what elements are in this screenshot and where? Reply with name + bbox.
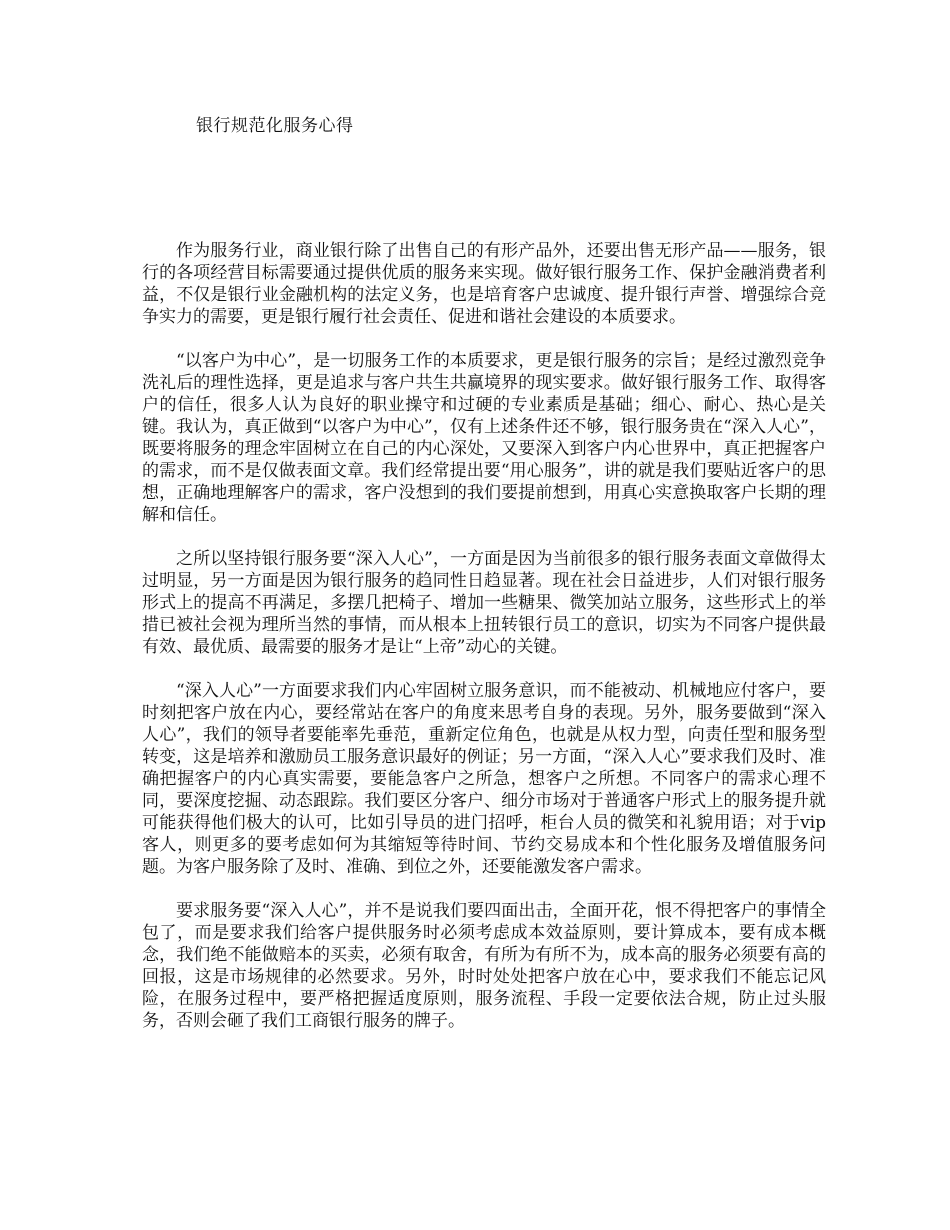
document-title: 银行规范化服务心得 [196, 116, 354, 136]
paragraph-5: 要求服务要“深入人心”，并不是说我们要四面出击，全面开花，恨不得把客户的事情全包了，而是要求我们给客户提供服务时必须考虑成本效益原则，要计算成本，要有成本概念，我们绝不能做赔本的买卖，必须有取舍，有所为有所不为，成本高的服务必须要有高的回报，这是市场规律的必然要求。另外，时时处处把客户放在心中，要求我们不能忘记风险，在服务过程中，要严格把握适度原则，服务流程、手段一定要依法合规，防止过头服务，否则会砸了我们工商银行服务的牌子。 [142, 901, 826, 1031]
paragraph-3: 之所以坚持银行服务要“深入人心”，一方面是因为当前很多的银行服务表面文章做得太过明显，另一方面是因为银行服务的趋同性日趋显著。现在社会日益进步，人们对银行服务形式上的提高不再满足，多摆几把椅子、增加一些糖果、微笑加站立服务，这些形式上的举措已被社会视为理所当然的事情，而从根本上扭转银行员工的意识，切实为不同客户提供最有效、最优质、最需要的服务才是让“上帝”动心的关键。 [142, 549, 826, 657]
document-body [142, 240, 826, 1054]
paragraph-4: “深入人心”一方面要求我们内心牢固树立服务意识，而不能被动、机械地应付客户，要时刻把客户放在内心，要经常站在客户的角度来思考自身的表现。另外，服务要做到“深入人心”，我们的领导者要能率先垂范，重新定位角色，也就是从权力型，向责任型和服务型转变，这是培养和激励员工服务意识最好的例证；另一方面，“深入人心”要求我们及时、准确把握客户的内心真实需要，要能急客户之所急，想客户之所想。不同客户的需求心理不同，要深度挖掘、动态跟踪。我们要区分客户、细分市场对于普通客户形式上的服务提升就可能获得他们极大的认可，比如引导员的进门招呼，柜台人员的微笑和礼貌用语；对于vip客人，则更多的要考虑如何为其缩短等待时间、节约交易成本和个性化服务及增值服务问题。为客户服务除了及时、准确、到位之外，还要能激发客户需求。 [142, 681, 826, 877]
paragraph-1: 作为服务行业，商业银行除了出售自己的有形产品外，还要出售无形产品——服务，银行的各项经营目标需要通过提供优质的服务来实现。做好银行服务工作、保护金融消费者利益，不仅是银行业金融机构的法定义务，也是培育客户忠诚度、提升银行声誉、增强综合竞争实力的需要，更是银行履行社会责任、促进和谐社会建设的本质要求。 [142, 241, 826, 327]
paragraph-2: “以客户为中心”，是一切服务工作的本质要求，更是银行服务的宗旨；是经过激烈竞争洗礼后的理性选择，更是追求与客户共生共赢境界的现实要求。做好银行服务工作、取得客户的信任，很多人认为良好的职业操守和过硬的专业素质是基础；细心、耐心、热心是关键。我认为，真正做到“以客户为中心”，仅有上述条件还不够，银行服务贵在“深入人心”，既要将服务的理念牢固树立在自己的内心深处，又要深入到客户内心世界中，真正把握客户的需求，而不是仅做表面文章。我们经常提出要“用心服务”，讲的就是我们要贴近客户的思想，正确地理解客户的需求，客户没想到的我们要提前想到，用真心实意换取客户长期的理解和信任。 [142, 351, 826, 525]
